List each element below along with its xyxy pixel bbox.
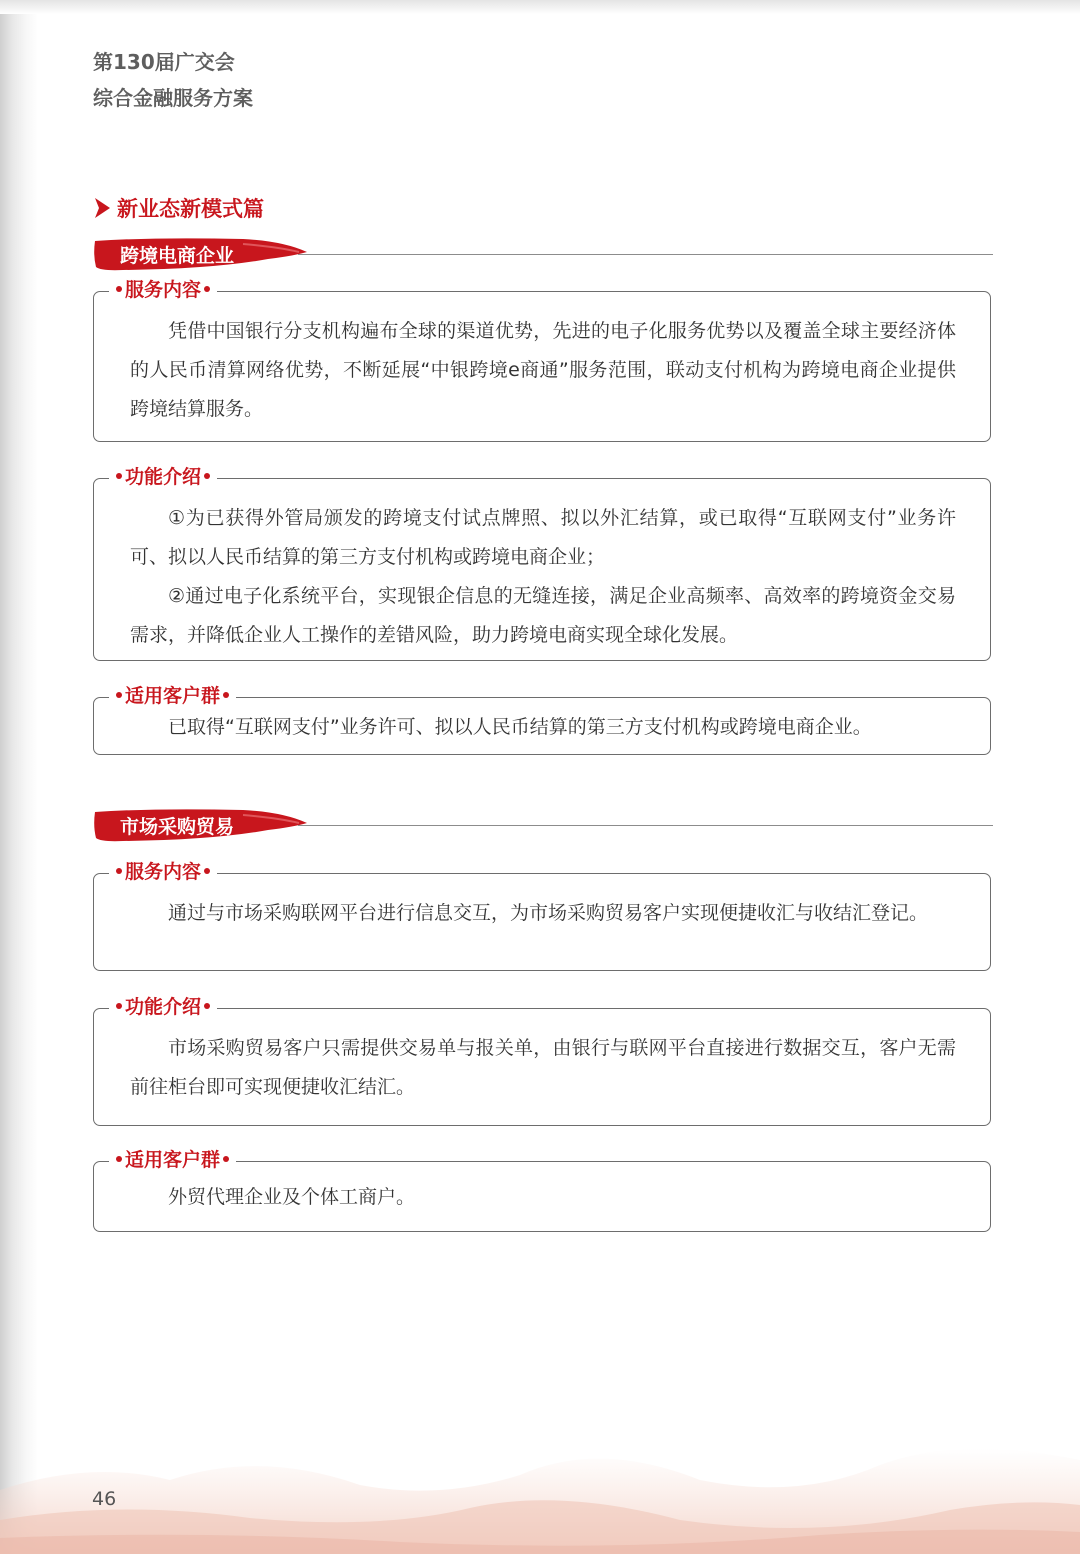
dot-icon <box>116 286 122 292</box>
paragraph: ①为已获得外管局颁发的跨境支付试点牌照、拟以外汇结算，或已取得“互联网支付”业务许可、拟以人民币结算的第三方支付机构或跨境电商企业； <box>130 507 956 568</box>
box-body <box>94 292 990 429</box>
box-body <box>94 1009 990 1107</box>
page-number: 46 <box>92 1488 117 1510</box>
banner-label: 市场采购贸易 <box>120 816 235 838</box>
paragraph: 市场采购贸易客户只需提供交易单与报关单，由银行与联网平台直接进行数据交互，客户无需前往柜台即可实现便捷收汇结汇。 <box>130 1037 956 1098</box>
box-body <box>94 479 990 655</box>
banner-cross-border-ecommerce <box>93 237 993 273</box>
dot-icon <box>116 473 122 479</box>
page-top-shadow <box>0 0 1080 14</box>
banner-rule <box>298 254 993 255</box>
banner-market-procurement <box>93 808 993 844</box>
dot-icon <box>223 692 229 698</box>
box-label-text: 功能介绍 <box>125 996 202 1018</box>
box-label <box>109 275 217 302</box>
box-label-text: 服务内容 <box>125 861 202 883</box>
paragraph: 已取得“互联网支付”业务许可、拟以人民币结算的第三方支付机构或跨境电商企业。 <box>168 716 872 738</box>
section-title-text: 新业态新模式篇 <box>117 197 264 221</box>
paragraph: 外贸代理企业及个体工商户。 <box>168 1186 416 1208</box>
dot-icon <box>204 868 210 874</box>
dot-icon <box>116 1003 122 1009</box>
paragraph: ②通过电子化系统平台，实现银企信息的无缝连接，满足企业高频率、高效率的跨境资金交易需求，并降低企业人工操作的差错风险，助力跨境电商实现全球化发展。 <box>130 585 956 646</box>
section-title <box>93 193 264 223</box>
header-title: 第130届广交会 <box>93 50 235 74</box>
info-box-service-content <box>93 279 991 442</box>
dot-icon <box>204 473 210 479</box>
info-box-service-content <box>93 861 991 971</box>
box-label-text: 适用客户群 <box>125 1149 221 1171</box>
box-body <box>94 874 990 933</box>
header-subtitle: 综合金融服务方案 <box>93 86 253 110</box>
banner-label: 跨境电商企业 <box>120 245 235 267</box>
dot-icon <box>223 1156 229 1162</box>
banner-rule <box>298 825 993 826</box>
box-label <box>109 462 217 489</box>
info-box-function-intro <box>93 996 991 1126</box>
dot-icon <box>116 868 122 874</box>
info-box-function-intro <box>93 466 991 661</box>
info-box-target-customers <box>93 1149 991 1232</box>
box-label <box>109 992 217 1019</box>
box-label <box>109 681 236 708</box>
mountain-wash-art <box>0 1380 1080 1554</box>
page-binding-shadow <box>0 0 38 1554</box>
box-label <box>109 1145 236 1172</box>
box-label-text: 适用客户群 <box>125 685 221 707</box>
paragraph: 通过与市场采购联网平台进行信息交互，为市场采购贸易客户实现便捷收汇与收结汇登记。 <box>168 902 929 924</box>
document-header <box>93 44 253 116</box>
info-box-target-customers <box>93 685 991 755</box>
dot-icon <box>204 286 210 292</box>
box-label <box>109 857 217 884</box>
dot-icon <box>116 692 122 698</box>
box-label-text: 功能介绍 <box>125 466 202 488</box>
dot-icon <box>204 1003 210 1009</box>
box-label-text: 服务内容 <box>125 279 202 301</box>
chevron-right-icon <box>93 197 111 219</box>
paragraph: 凭借中国银行分支机构遍布全球的渠道优势，先进的电子化服务优势以及覆盖全球主要经济体的人民币清算网络优势，不断延展“中银跨境e商通”服务范围，联动支付机构为跨境电商企业提供跨境结算服务。 <box>130 320 956 420</box>
dot-icon <box>116 1156 122 1162</box>
